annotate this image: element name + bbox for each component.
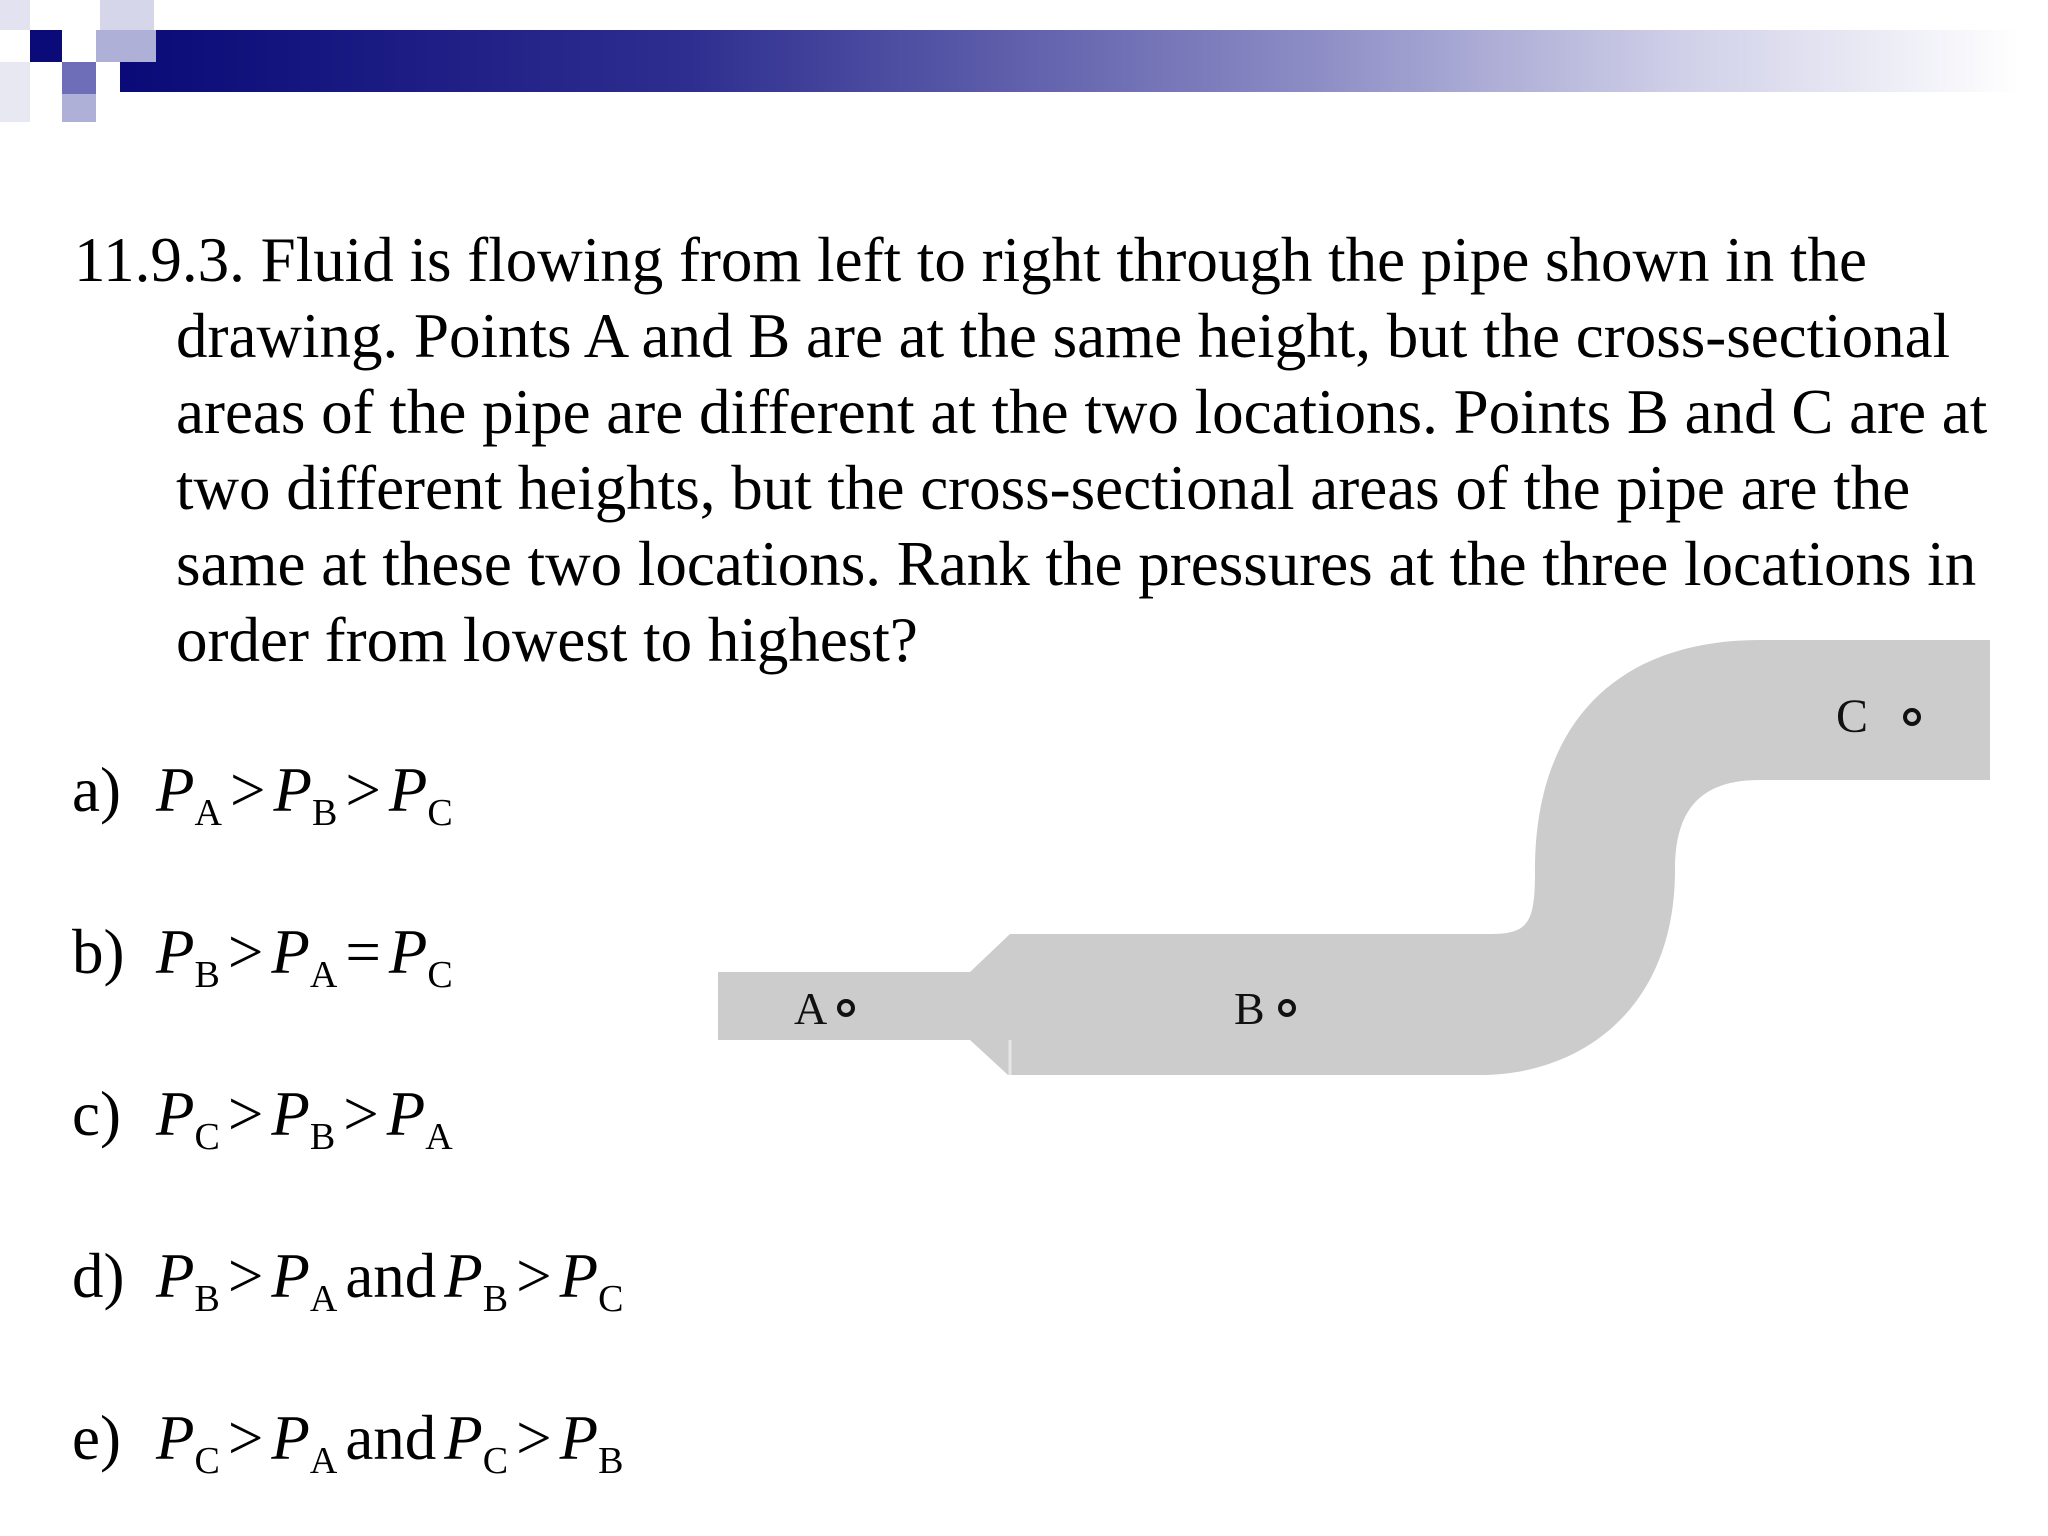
pressure-subscript: A	[194, 792, 222, 834]
pressure-subscript: C	[427, 954, 453, 996]
question-line-6: order from lowest to highest?	[176, 605, 918, 675]
comparison-operator: >	[227, 1403, 264, 1473]
pressure-symbol: P	[273, 755, 312, 825]
pressure-subscript: A	[309, 1440, 338, 1482]
conjunction-word: and	[345, 1241, 437, 1311]
pressure-symbol: P	[156, 755, 195, 825]
question-line-4: two different heights, but the cross-sectional areas of the pipe are the	[176, 453, 1911, 523]
pressure-symbol: P	[271, 1403, 310, 1473]
pressure-symbol: P	[271, 1241, 310, 1311]
pressure-subscript: B	[598, 1440, 624, 1482]
pressure-symbol: P	[444, 1403, 483, 1473]
point-a-label: A	[794, 983, 828, 1034]
pressure-symbol: P	[559, 1241, 599, 1311]
comparison-operator: >	[227, 917, 264, 987]
conjunction-word: and	[345, 1403, 437, 1473]
pressure-subscript: B	[311, 792, 338, 834]
pressure-subscript: C	[194, 1440, 220, 1482]
question-line-2: drawing. Points A and B are at the same height, but the cross-sectional	[176, 301, 1951, 371]
pressure-symbol: P	[156, 1079, 195, 1149]
point-b-label: B	[1234, 983, 1265, 1034]
comparison-operator: >	[227, 1079, 264, 1149]
option-e[interactable]	[72, 1400, 624, 1499]
pressure-symbol: P	[388, 917, 428, 987]
pressure-subscript: B	[194, 954, 220, 996]
pressure-subscript: A	[425, 1116, 453, 1158]
pressure-symbol: P	[271, 917, 310, 987]
pressure-symbol: P	[156, 1241, 195, 1311]
question-line-5: same at these two locations. Rank the pressures at the three locations in	[176, 529, 1977, 599]
pressure-subscript: B	[194, 1278, 220, 1320]
pressure-subscript: C	[194, 1116, 220, 1158]
option-label: a)	[72, 755, 121, 825]
question-number: 11.9.3.	[74, 225, 245, 295]
comparison-operator: >	[516, 1403, 552, 1473]
option-d[interactable]	[72, 1238, 624, 1337]
option-label: b)	[72, 917, 125, 987]
option-label: c)	[72, 1079, 121, 1149]
option-label: d)	[72, 1241, 125, 1311]
pressure-subscript: B	[482, 1278, 509, 1320]
option-b[interactable]	[72, 914, 453, 1013]
pressure-symbol: P	[156, 1403, 195, 1473]
pressure-subscript: A	[309, 1278, 338, 1320]
pressure-symbol: P	[386, 1079, 426, 1149]
comparison-operator: >	[345, 755, 381, 825]
pressure-symbol: P	[444, 1241, 483, 1311]
pressure-subscript: C	[427, 792, 453, 834]
pressure-symbol: P	[388, 755, 428, 825]
comparison-operator: >	[227, 1241, 264, 1311]
option-c[interactable]	[72, 1076, 453, 1175]
pipe-shape	[718, 640, 1990, 1075]
question-line-3: areas of the pipe are different at the two locations. Points B and C are at	[176, 377, 1988, 447]
pressure-subscript: C	[598, 1278, 624, 1320]
pressure-subscript: B	[309, 1116, 336, 1158]
option-label: e)	[72, 1403, 121, 1473]
comparison-operator: >	[516, 1241, 552, 1311]
pressure-symbol: P	[271, 1079, 310, 1149]
question-line-1: Fluid is flowing from left to right through the pipe shown in the	[260, 225, 1868, 295]
comparison-operator: =	[345, 917, 381, 987]
option-a[interactable]	[72, 752, 453, 851]
pressure-subscript: A	[309, 954, 338, 996]
point-c-label: C	[1836, 690, 1869, 743]
pressure-subscript: C	[482, 1440, 509, 1482]
pressure-symbol: P	[559, 1403, 599, 1473]
comparison-operator: >	[343, 1079, 379, 1149]
comparison-operator: >	[229, 755, 266, 825]
pressure-symbol: P	[156, 917, 195, 987]
